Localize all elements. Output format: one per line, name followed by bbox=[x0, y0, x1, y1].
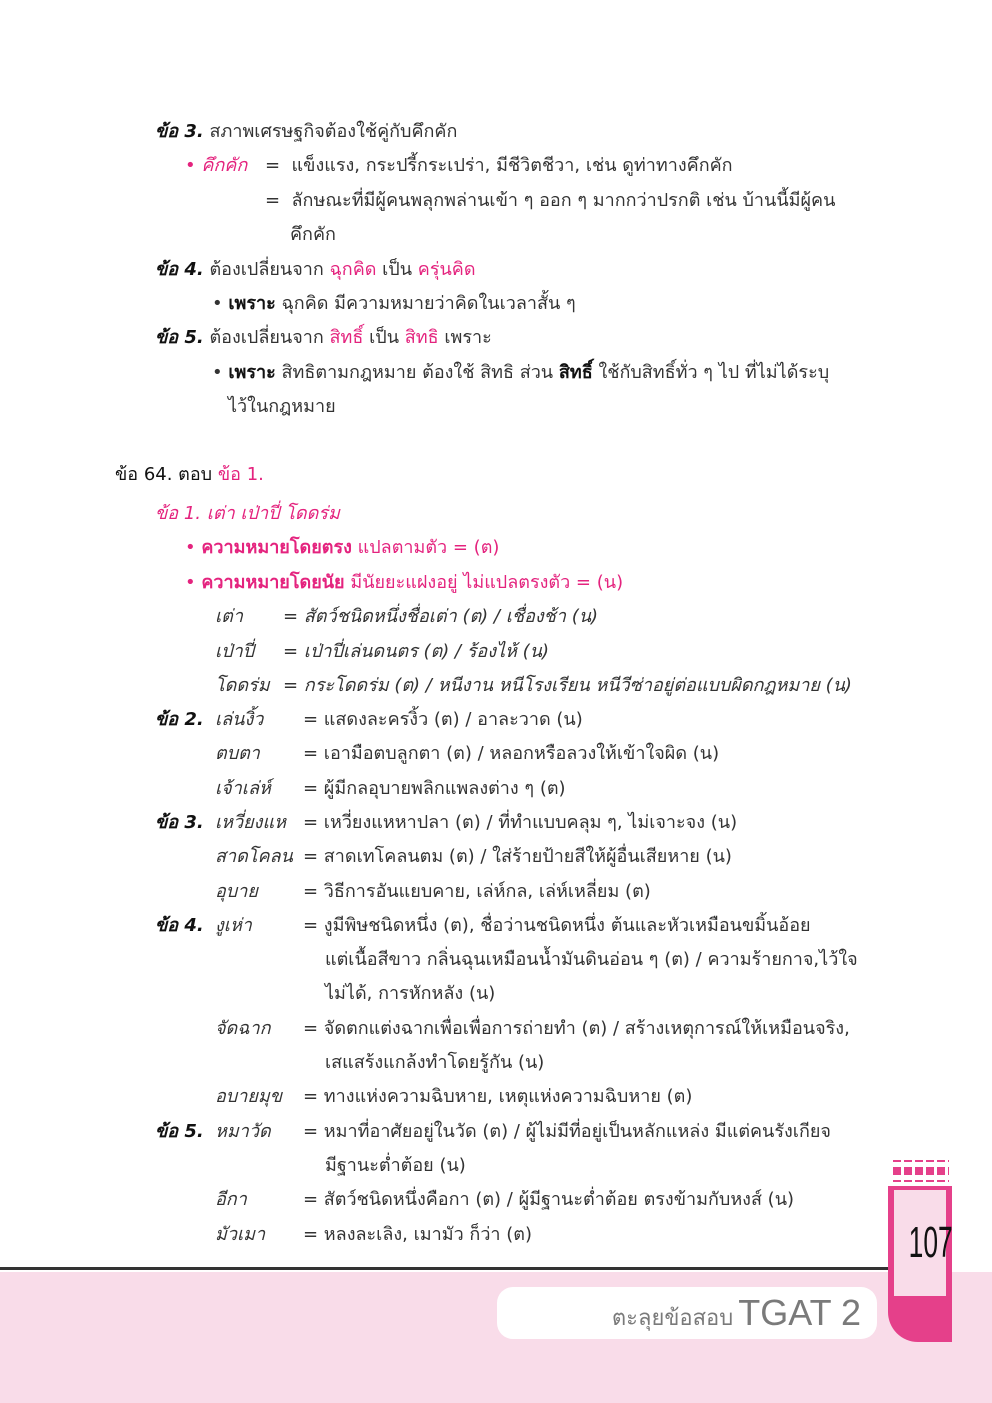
wrong-word: สิทธิ์ bbox=[329, 327, 364, 348]
question-64-heading bbox=[115, 462, 264, 488]
definition: = งูมีพิษชนิดหนึ่ง (ต), ชื่อว่านชนิดหนึ่ง ต้นและหัวเหมือนขมิ้นอ้อย bbox=[303, 914, 811, 936]
definition: = วิธีการอันแยบคาย, เล่ห์กล, เล่ห์เหลี่ยม (ต) bbox=[303, 880, 651, 902]
bullet-title: ความหมายโดยนัย bbox=[201, 572, 345, 593]
choice-label: ข้อ 4. bbox=[155, 914, 204, 936]
term: อีกา bbox=[215, 1189, 247, 1211]
definition: = หลงละเลิง, เมามัว ก็ว่า (ต) bbox=[303, 1223, 532, 1245]
bullet-text: แปลตามตัว = (ต) bbox=[357, 537, 500, 558]
term: คึกคัก bbox=[201, 155, 248, 176]
definition: = ทางแห่งความฉิบหาย, เหตุแห่งความฉิบหาย (ต) bbox=[303, 1086, 693, 1108]
choice-1-heading: ข้อ 1. เต่า เป่าปี่ โดดร่ม bbox=[155, 503, 340, 524]
text: เป็น bbox=[382, 259, 413, 280]
def-text: ลักษณะที่มีผู้คนพลุกพล่านเข้า ๆ ออก ๆ มากกว่าปรกติ เช่น บ้านนี้มีผู้คน bbox=[291, 190, 836, 211]
text: ต้องเปลี่ยนจาก bbox=[209, 327, 324, 348]
footer-rule bbox=[0, 1267, 892, 1270]
bullet-text: มีนัยยะแฝงอยู่ ไม่แปลตรงตัว = (น) bbox=[350, 572, 624, 593]
definition: เสแสร้งแกล้งทำโดยรู้กัน (น) bbox=[325, 1052, 545, 1073]
term: งูเห่า bbox=[215, 914, 252, 936]
term: สาดโคลน bbox=[215, 846, 293, 868]
term: อบายมุข bbox=[215, 1086, 283, 1108]
book-title bbox=[497, 1287, 877, 1339]
book-title-tgat: TGAT 2 bbox=[738, 1292, 861, 1333]
term: อุบาย bbox=[215, 880, 258, 902]
term: เล่นงิ้ว bbox=[215, 709, 264, 730]
term: เต่า bbox=[215, 606, 243, 627]
term: โดดร่ม bbox=[215, 675, 270, 696]
question-label: ข้อ 64. ตอบ bbox=[115, 464, 213, 485]
definition: = ผู้มีกลอุบายพลิกแพลงต่าง ๆ (ต) bbox=[303, 777, 566, 799]
term: เป่าปี่ bbox=[215, 640, 255, 662]
term-bullet: • คึกคัก bbox=[185, 155, 248, 176]
page-number: 107 bbox=[908, 1218, 953, 1267]
wrong-word: ฉุกคิด bbox=[329, 259, 377, 280]
choice-label: ข้อ 4. bbox=[155, 259, 204, 280]
definition-1: = แข็งแรง, กระปรี้กระเปร่า, มีชีวิตชีวา, เช่น ดูท่าทางคึกคัก bbox=[265, 155, 733, 176]
definition: = สาดเทโคลนตม (ต) / ใส่ร้ายป้ายสีให้ผู้อื่นเสียหาย (น) bbox=[303, 846, 732, 868]
definition: = กระโดดร่ม (ต) / หนีงาน หนีโรงเรียน หนีวีซ่าอยู่ต่อแบบผิดกฎหมาย (น) bbox=[283, 675, 852, 696]
correct-word: สิทธิ bbox=[404, 327, 439, 348]
term: ตบตา bbox=[215, 743, 260, 765]
definition: = เหวี่ยงแหหาปลา (ต) / ที่ทำแบบคลุม ๆ, ไม่เจาะจง (น) bbox=[303, 811, 738, 833]
reason-cont: ไว้ในกฎหมาย bbox=[228, 396, 336, 417]
reason-text: สิทธิตามกฎหมาย ต้องใช้ สิทธิ ส่วน bbox=[281, 362, 554, 383]
reason-bold: สิทธิ์ bbox=[558, 362, 593, 383]
reason-text: ฉุกคิด มีความหมายว่าคิดในเวลาสั้น ๆ bbox=[281, 293, 576, 314]
reason-line: • เพราะ สิทธิตามกฎหมาย ต้องใช้ สิทธิ ส่วน สิทธิ์ ใช้กับสิทธิ์ทั่ว ๆ ไป ที่ไม่ได้ระบุ bbox=[212, 362, 830, 383]
answer: ข้อ 1. bbox=[217, 464, 264, 485]
definition: = เอามือตบลูกตา (ต) / หลอกหรือลวงให้เข้าใจผิด (น) bbox=[303, 743, 720, 765]
definition-2-cont: คึกคัก bbox=[290, 224, 336, 245]
choice-label: ข้อ 2. bbox=[155, 709, 204, 730]
bullet-figurative: • ความหมายโดยนัย มีนัยยะแฝงอยู่ ไม่แปลตรงตัว = (น) bbox=[185, 572, 624, 593]
bullet-literal: • ความหมายโดยตรง แปลตามตัว = (ต) bbox=[185, 537, 500, 558]
choice-5-line bbox=[155, 325, 492, 351]
def-text: แข็งแรง, กระปรี้กระเปร่า, มีชีวิตชีวา, เช่น ดูท่าทางคึกคัก bbox=[291, 155, 733, 176]
reason-line: • เพราะ ฉุกคิด มีความหมายว่าคิดในเวลาสั้น ๆ bbox=[212, 293, 576, 314]
choice-text: สภาพเศรษฐกิจต้องใช้คู่กับคึกคัก bbox=[209, 121, 458, 142]
choice-label: ข้อ 5. bbox=[155, 1120, 204, 1142]
term: เจ้าเล่ห์ bbox=[215, 777, 271, 799]
text: เพราะ bbox=[444, 327, 492, 348]
because-label: เพราะ bbox=[228, 293, 276, 314]
text: เป็น bbox=[369, 327, 399, 348]
correct-word: ครุ่นคิด bbox=[417, 259, 476, 280]
choice-label: ข้อ 3. bbox=[155, 121, 204, 142]
definition: = แสดงละครงิ้ว (ต) / อาละวาด (น) bbox=[303, 709, 583, 730]
choice-label: ข้อ 3. bbox=[155, 811, 204, 833]
page-number-box bbox=[894, 1190, 953, 1296]
definition-2: = ลักษณะที่มีผู้คนพลุกพล่านเข้า ๆ ออก ๆ มากกว่าปรกติ เช่น บ้านนี้มีผู้คน bbox=[265, 190, 836, 211]
bullet-title: ความหมายโดยตรง bbox=[201, 537, 352, 558]
text: ต้องเปลี่ยนจาก bbox=[209, 259, 324, 280]
term: มัวเมา bbox=[215, 1223, 266, 1245]
choice-label: ข้อ 5. bbox=[155, 327, 204, 348]
because-label: เพราะ bbox=[228, 362, 276, 383]
definition: ไม่ได้, การหักหลัง (น) bbox=[325, 983, 496, 1005]
book-title-thai: ตะลุยข้อสอบ bbox=[611, 1306, 734, 1331]
choice-3-line bbox=[155, 119, 457, 145]
definition: = หมาที่อาศัยอยู่ในวัด (ต) / ผู้ไม่มีที่อยู่เป็นหลักแหล่ง มีแต่คนรังเกียจ bbox=[303, 1120, 831, 1142]
definition: = เป่าปี่เล่นดนตร (ต) / ร้องไห้ (น) bbox=[283, 640, 549, 662]
definition: = สัตว์ชนิดหนึ่งชื่อเต่า (ต) / เชื่องช้า (น) bbox=[283, 606, 599, 627]
term: เหวี่ยงแห bbox=[215, 811, 286, 833]
term: หมาวัด bbox=[215, 1120, 271, 1142]
definition: แต่เนื้อสีขาว กลิ่นฉุนเหมือนน้ำมันดินอ่อน ๆ (ต) / ความร้ายกาจ,ไว้ใจ bbox=[325, 949, 858, 971]
dotted-decoration bbox=[893, 1160, 949, 1182]
term: จัดฉาก bbox=[215, 1017, 271, 1039]
definition: มีฐานะต่ำต้อย (น) bbox=[325, 1154, 466, 1176]
definition: = จัดตกแต่งฉากเพื่อเพื่อการถ่ายทำ (ต) / สร้างเหตุการณ์ให้เหมือนจริง, bbox=[303, 1017, 850, 1039]
choice-4-line bbox=[155, 257, 476, 283]
reason-text: ใช้กับสิทธิ์ทั่ว ๆ ไป ที่ไม่ได้ระบุ bbox=[598, 362, 830, 383]
definition: = สัตว์ชนิดหนึ่งคือกา (ต) / ผู้มีฐานะต่ำต้อย ตรงข้ามกับหงส์ (น) bbox=[303, 1189, 795, 1211]
